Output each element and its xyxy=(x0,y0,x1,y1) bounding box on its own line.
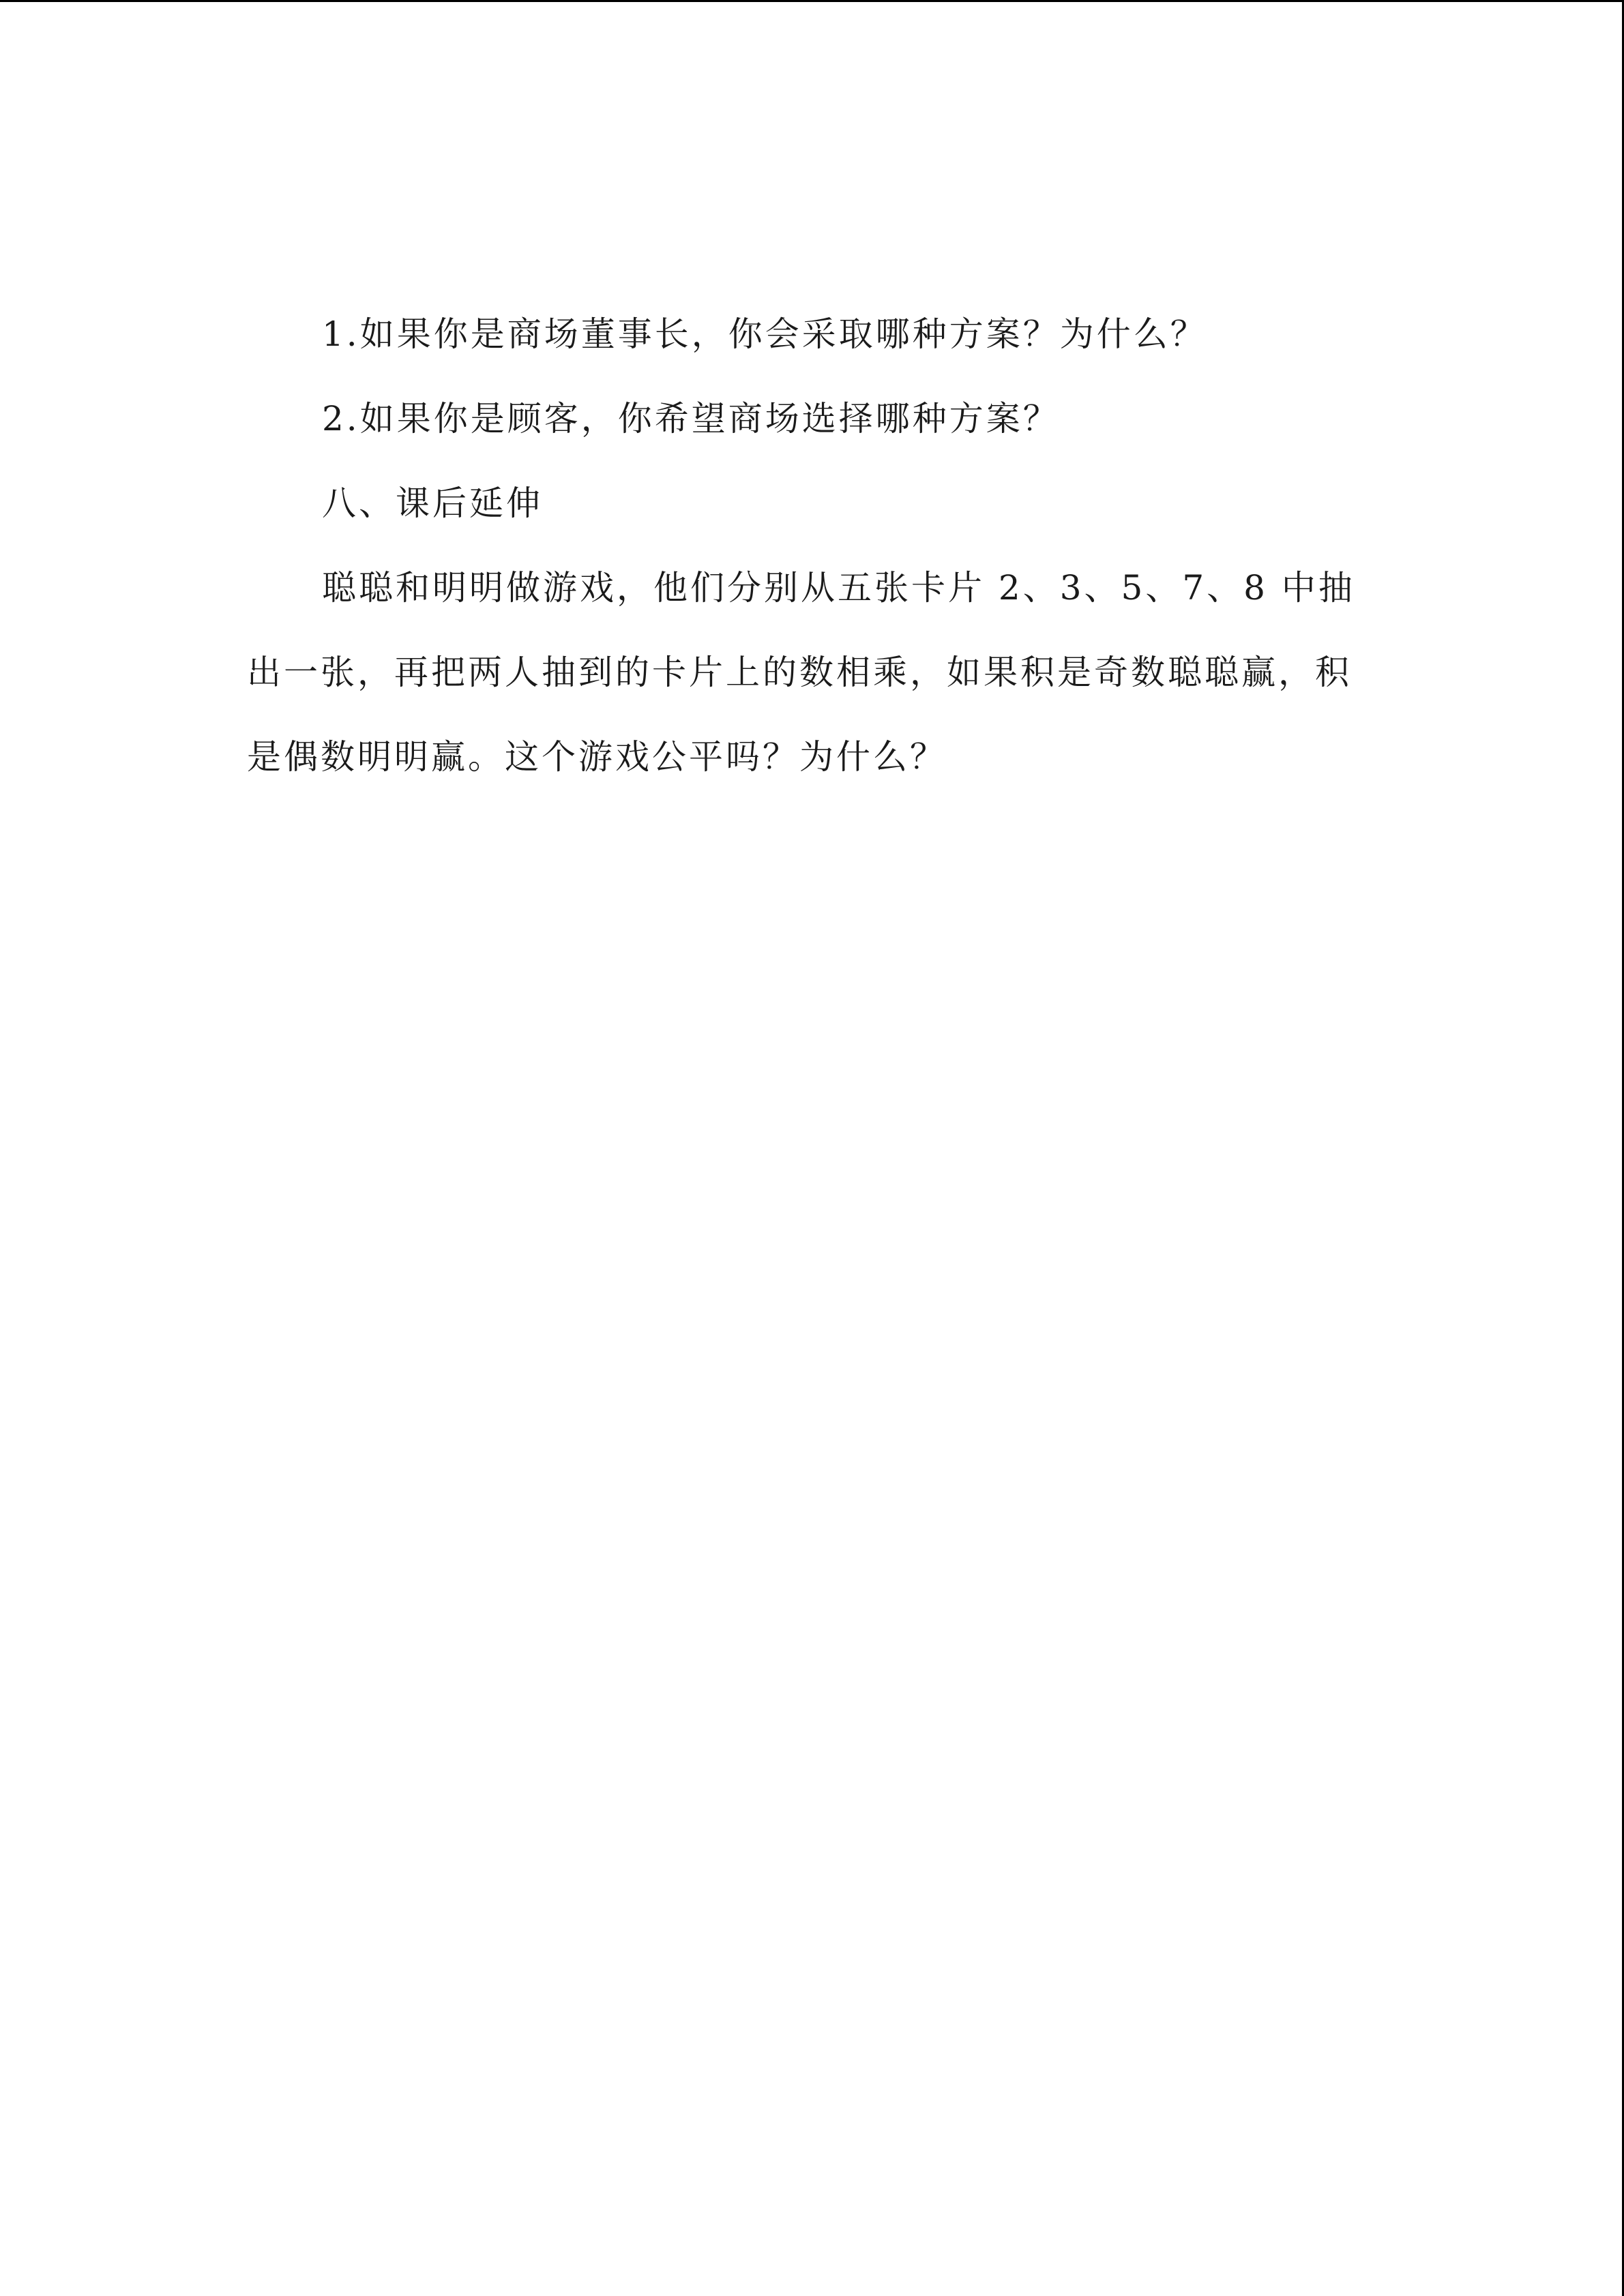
question-2: 2.如果你是顾客，你希望商场选择哪种方案？ xyxy=(322,399,1060,438)
page-top-border xyxy=(0,0,1624,2)
extension-problem: 聪聪和明明做游戏，他们分别从五张卡片 2、3、5、7、8 中抽出一张，再把两人抽到的卡片上的数相乘，如果积是奇数聪聪赢，积是偶数明明赢。这个游戏公平吗？为什么？ xyxy=(247,568,1355,777)
document-body xyxy=(247,292,1360,799)
section-heading-extension: 八、课后延伸 xyxy=(322,483,543,523)
question-1: 1.如果你是商场董事长，你会采取哪种方案？为什么？ xyxy=(322,314,1207,354)
